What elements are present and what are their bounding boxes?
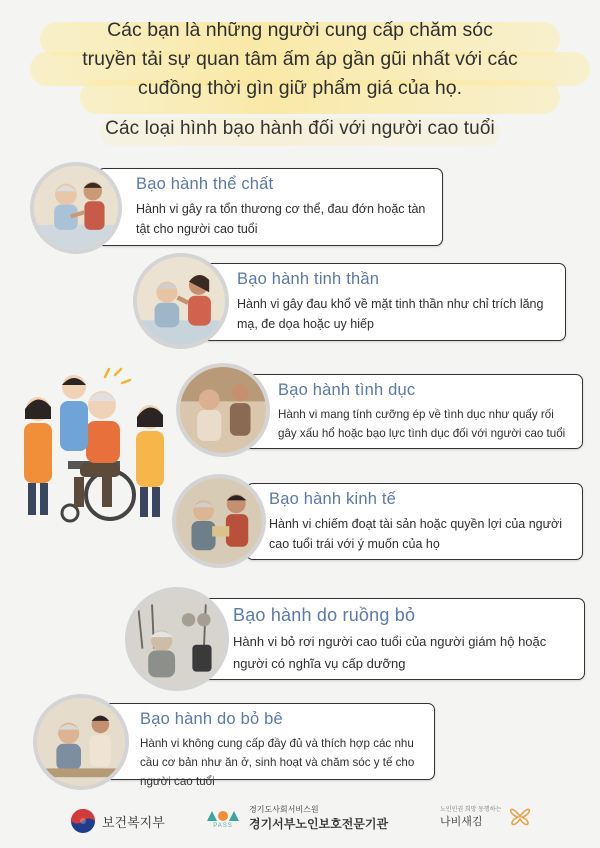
butterfly-icon xyxy=(505,800,535,832)
card-title: Bạo hành kinh tế xyxy=(269,490,397,508)
card-description: Hành vi gây đau khổ về mặt tinh thần như chỉ trích lăng mạ, đe dọa hoặc uy hiếp xyxy=(237,297,544,331)
psychological-abuse-illustration xyxy=(133,253,229,349)
card-title: Bạo hành tình dục xyxy=(278,381,416,399)
card-description: Hành vi mang tính cưỡng ép về tình dục như quấy rối gây xấu hổ hoặc bạo lực tình dục đối với người cao tuổi xyxy=(278,408,566,440)
pass-label: PASS xyxy=(213,823,233,829)
sexual-abuse-illustration xyxy=(176,363,270,457)
pass-emblem-icon xyxy=(205,807,241,823)
footer xyxy=(0,790,600,848)
abuse-card-abandonment xyxy=(200,598,585,680)
abuse-card-psychological xyxy=(200,263,566,341)
intro-line: cuđồng thời gìn giữ phẩm giá của họ. xyxy=(138,77,462,99)
ministry-name: 보건복지부 xyxy=(102,814,165,830)
intro-line: Các bạn là những người cung cấp chăm sóc xyxy=(107,19,493,41)
intro-line: truyền tải sự quan tâm ấm áp gần gũi nhất với các xyxy=(82,48,518,70)
ministry-emblem-icon xyxy=(70,808,96,834)
abuse-card-physical xyxy=(97,168,443,246)
card-title: Bạo hành do ruồng bỏ xyxy=(233,605,416,625)
abuse-card-sexual xyxy=(243,374,583,449)
card-description: Hành vi gây ra tổn thương cơ thể, đau đớn hoặc tàn tật cho người cao tuổi xyxy=(136,202,426,236)
caregivers-group-illustration xyxy=(10,365,180,530)
intro-text xyxy=(30,16,570,103)
page-subtitle: Các loại hình bạo hành đối với người cao tuổi xyxy=(105,118,495,139)
card-description: Hành vi không cung cấp đầy đủ và thích hợp các nhu cầu cơ bản như ăn ở, sinh hoạt và chăm sóc y tế cho người cao tuổi xyxy=(140,737,415,788)
physical-abuse-illustration xyxy=(30,162,122,254)
abuse-card-financial xyxy=(246,483,583,560)
neglect-illustration xyxy=(33,694,129,790)
butterfly-logo xyxy=(440,800,535,832)
agency-parent-name: 경기도사회서비스원 xyxy=(249,805,319,814)
card-title: Bạo hành thể chất xyxy=(136,175,274,193)
card-description: Hành vi bỏ rơi người cao tuổi của người giám hộ hoặc người có nghĩa vụ cấp dưỡng xyxy=(233,634,547,671)
card-description: Hành vi chiếm đoạt tài sản hoặc quyền lợi của người cao tuổi trái với ý muốn của họ xyxy=(269,517,562,551)
agency-name: 경기서부노인보호전문기관 xyxy=(249,817,389,831)
butterfly-name: 나비새김 xyxy=(440,815,483,828)
card-title: Bạo hành tinh thần xyxy=(237,270,380,288)
card-title: Bạo hành do bỏ bê xyxy=(140,710,283,728)
abuse-card-neglect xyxy=(97,703,435,788)
ministry-logo xyxy=(70,808,165,834)
abandonment-illustration xyxy=(125,587,229,691)
agency-logo xyxy=(205,804,388,832)
financial-abuse-illustration xyxy=(172,474,266,568)
butterfly-tagline: 노인인권 희망 동행하는 xyxy=(440,806,502,813)
